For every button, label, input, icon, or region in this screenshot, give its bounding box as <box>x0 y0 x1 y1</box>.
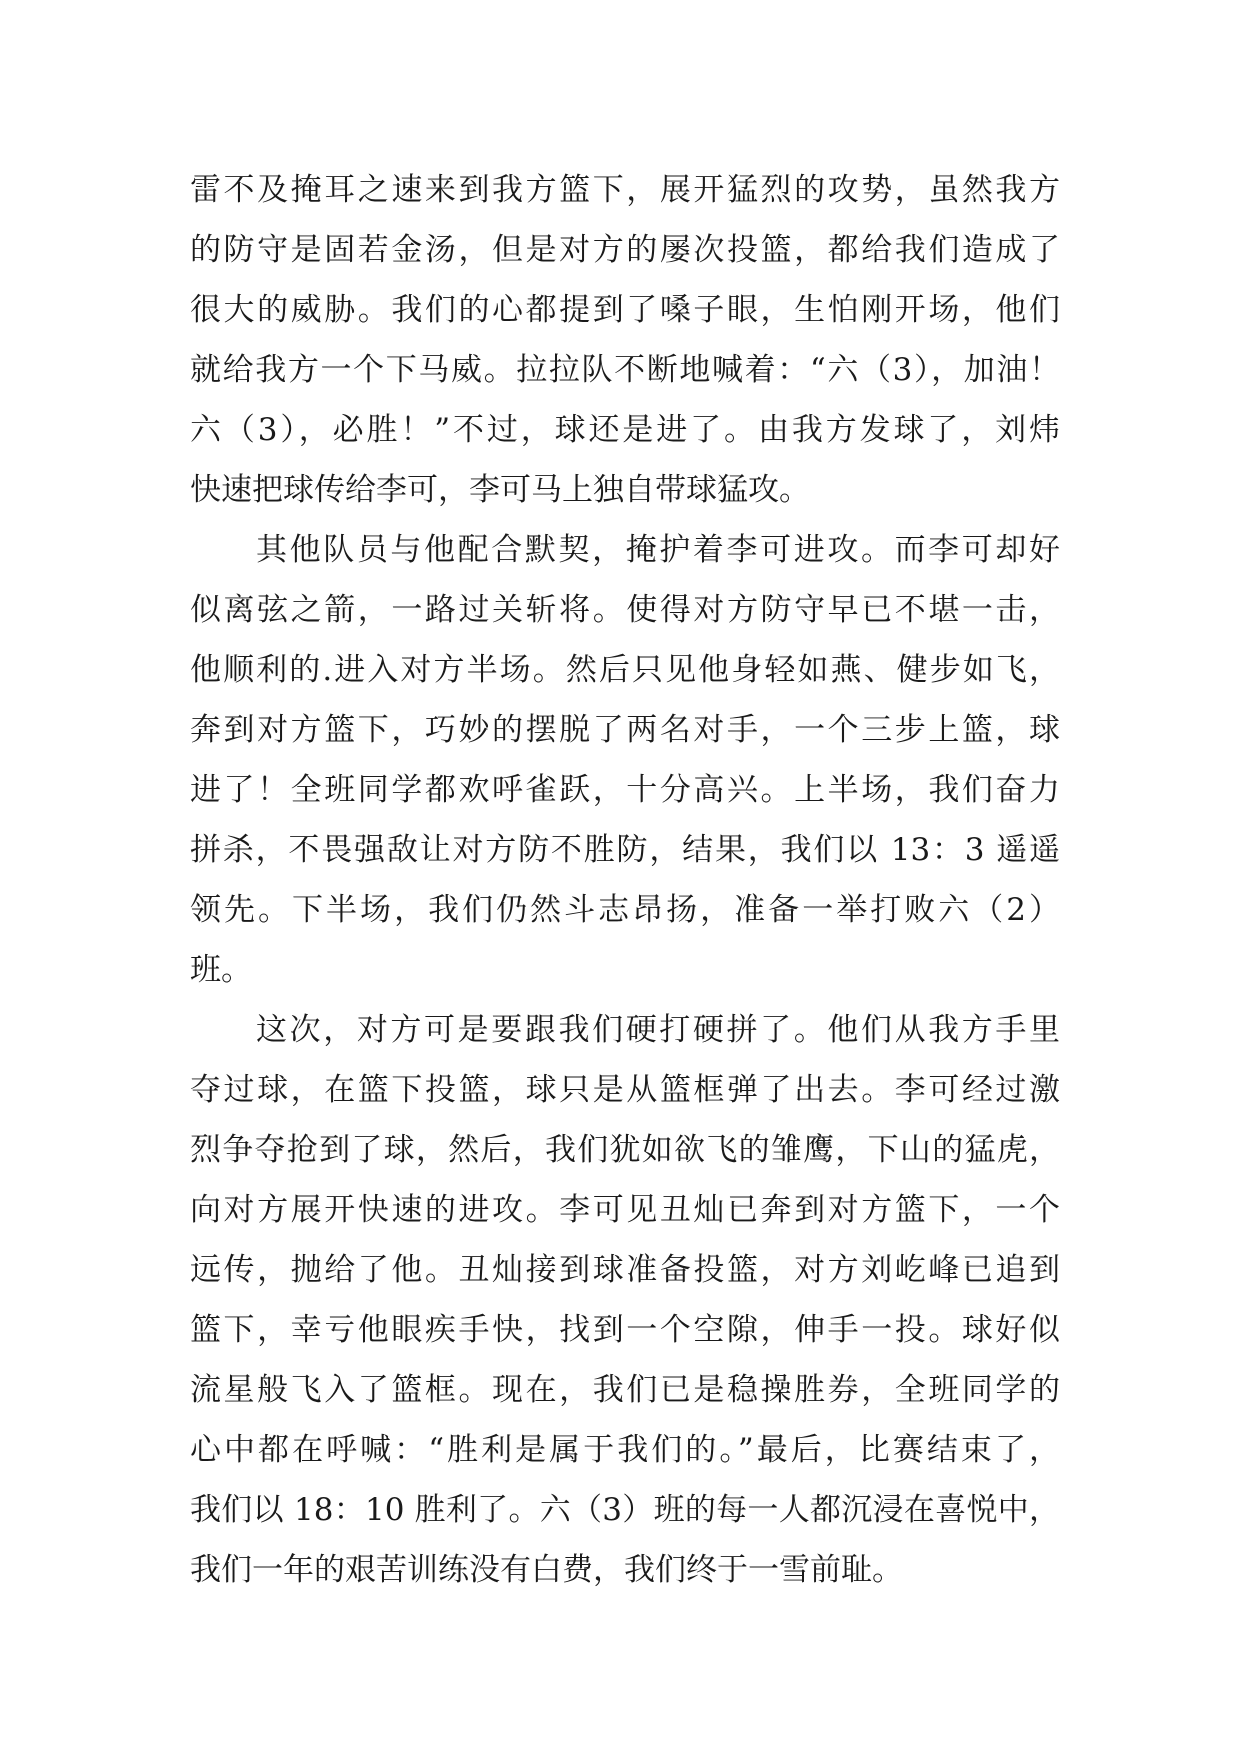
paragraph-3 <box>190 1000 1060 1600</box>
text-line: 快速把球传给李可，李可马上独自带球猛攻。 <box>190 472 810 508</box>
text-line: 拼杀，不畏强敌让对方防不胜防，结果，我们以 13：3 遥遥 <box>190 832 1060 868</box>
text-line: 班。 <box>190 952 252 988</box>
text-line: 进了！全班同学都欢呼雀跃，十分高兴。上半场，我们奋力 <box>190 772 1060 808</box>
text-line: 烈争夺抢到了球，然后，我们犹如欲飞的雏鹰，下山的猛虎， <box>190 1132 1060 1168</box>
text-line: 雷不及掩耳之速来到我方篮下，展开猛烈的攻势，虽然我方 <box>190 172 1060 208</box>
paragraph-1 <box>190 160 1060 520</box>
text-line: 这次，对方可是要跟我们硬打硬拼了。他们从我方手里 <box>256 1012 1060 1048</box>
text-line: 就给我方一个下马威。拉拉队不断地喊着：“六（3），加油！ <box>190 352 1060 388</box>
text-line: 六（3），必胜！”不过，球还是进了。由我方发球了，刘炜 <box>190 412 1060 448</box>
text-line: 流星般飞入了篮框。现在，我们已是稳操胜券，全班同学的 <box>190 1372 1060 1408</box>
text-line: 我们一年的艰苦训练没有白费，我们终于一雪前耻。 <box>190 1552 903 1588</box>
text-line: 他顺利的.进入对方半场。然后只见他身轻如燕、健步如飞， <box>190 652 1060 688</box>
text-line: 似离弦之箭，一路过关斩将。使得对方防守早已不堪一击， <box>190 592 1060 628</box>
text-line: 领先。下半场，我们仍然斗志昂扬，准备一举打败六（2） <box>190 892 1060 928</box>
paragraph-2 <box>190 520 1060 1000</box>
text-line: 其他队员与他配合默契，掩护着李可进攻。而李可却好 <box>256 532 1060 568</box>
text-line: 奔到对方篮下，巧妙的摆脱了两名对手，一个三步上篮，球 <box>190 712 1060 748</box>
text-line: 心中都在呼喊：“胜利是属于我们的。”最后，比赛结束了， <box>190 1432 1060 1468</box>
text-line: 我们以 18：10 胜利了。六（3）班的每一人都沉浸在喜悦中， <box>190 1492 1060 1528</box>
text-line: 向对方展开快速的进攻。李可见丑灿已奔到对方篮下，一个 <box>190 1192 1060 1228</box>
document-body <box>190 160 1060 1600</box>
text-line: 很大的威胁。我们的心都提到了嗓子眼，生怕刚开场，他们 <box>190 292 1060 328</box>
text-line: 远传，抛给了他。丑灿接到球准备投篮，对方刘屹峰已追到 <box>190 1252 1060 1288</box>
text-line: 篮下，幸亏他眼疾手快，找到一个空隙，伸手一投。球好似 <box>190 1312 1060 1348</box>
text-line: 夺过球，在篮下投篮，球只是从篮框弹了出去。李可经过激 <box>190 1072 1060 1108</box>
text-line: 的防守是固若金汤，但是对方的屡次投篮，都给我们造成了 <box>190 232 1060 268</box>
